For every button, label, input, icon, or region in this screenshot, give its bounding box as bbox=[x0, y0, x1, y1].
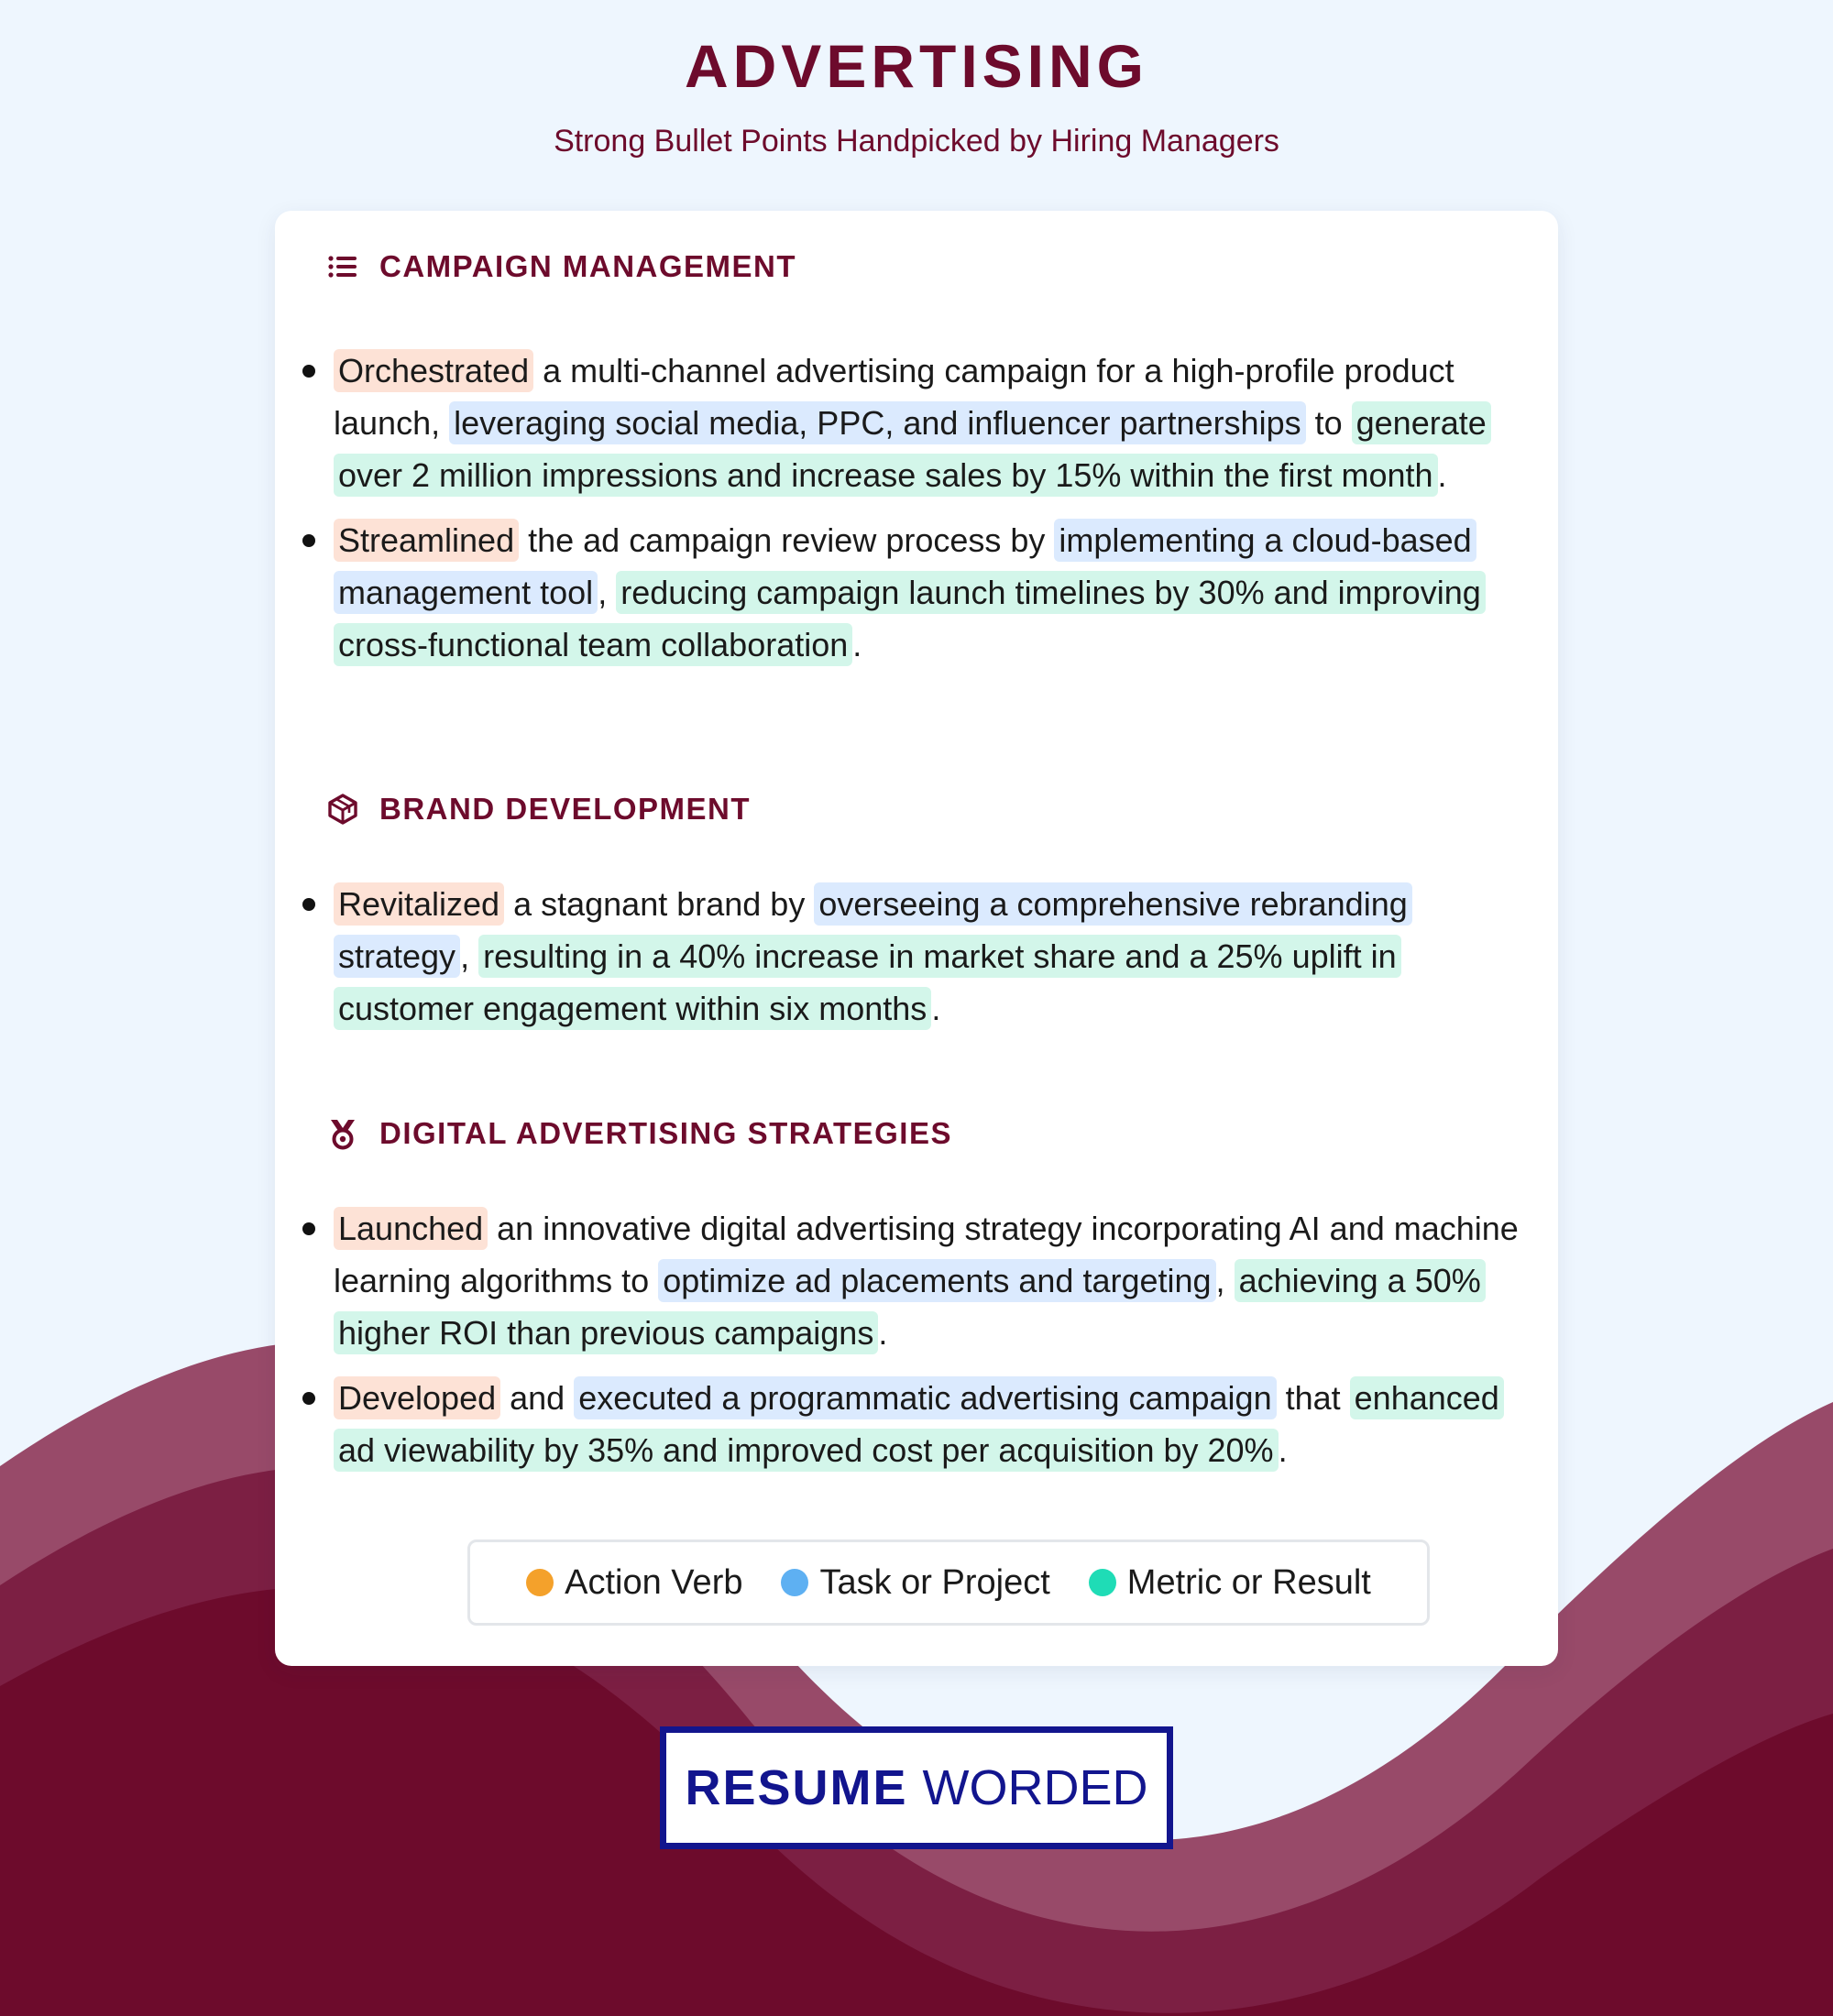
action-verb-highlight: Revitalized bbox=[334, 882, 504, 926]
bullet-item bbox=[275, 514, 1558, 671]
task-highlight: implementing a cloud-based management tool bbox=[334, 519, 1476, 614]
bullet-text: . bbox=[852, 626, 862, 663]
bullet-dot bbox=[302, 534, 315, 547]
metric-highlight: reducing campaign launch timelines by 30% and improving cross-functional team collaboration bbox=[334, 571, 1486, 666]
page-title: ADVERTISING bbox=[684, 32, 1149, 100]
task-highlight: executed a programmatic advertising campaign bbox=[574, 1376, 1276, 1419]
list-icon bbox=[326, 250, 359, 283]
page-header bbox=[0, 29, 1833, 159]
bullet-item bbox=[275, 1372, 1558, 1476]
resume-worded-logo bbox=[660, 1726, 1173, 1849]
bullet-text: and bbox=[500, 1379, 575, 1417]
bullet-dot bbox=[302, 365, 315, 378]
bullet-list bbox=[275, 878, 1558, 1047]
bullet-text: , bbox=[460, 937, 479, 975]
section-heading bbox=[326, 1111, 952, 1156]
section-heading bbox=[326, 244, 796, 290]
logo-strong-text: RESUME bbox=[685, 1760, 908, 1815]
bullet-points-card bbox=[275, 211, 1558, 1666]
bullet-item bbox=[275, 345, 1558, 501]
page-subtitle: Strong Bullet Points Handpicked by Hiring Managers bbox=[554, 124, 1279, 159]
bullet-text: an innovative digital advertising strategy incorporating AI and machine learning algorithms to bbox=[334, 1210, 1519, 1299]
legend-item-action-verb bbox=[526, 1563, 742, 1603]
bullet-text: . bbox=[931, 990, 941, 1027]
task-highlight: optimize ad placements and targeting bbox=[658, 1259, 1215, 1302]
task-highlight: overseeing a comprehensive rebranding strategy bbox=[334, 882, 1412, 978]
bullet-list bbox=[275, 345, 1558, 684]
section-title: BRAND DEVELOPMENT bbox=[379, 792, 752, 826]
legend-dot bbox=[781, 1569, 808, 1596]
legend-item-task-or-project bbox=[781, 1563, 1049, 1603]
metric-highlight: achieving a 50% higher ROI than previous campaigns bbox=[334, 1259, 1486, 1354]
action-verb-highlight: Streamlined bbox=[334, 519, 519, 562]
bullet-text: the ad campaign review process by bbox=[519, 521, 1055, 559]
bullet-dot bbox=[302, 898, 315, 911]
bullet-text: . bbox=[878, 1314, 888, 1352]
section-title: CAMPAIGN MANAGEMENT bbox=[379, 249, 797, 283]
action-verb-highlight: Orchestrated bbox=[334, 349, 533, 392]
legend-label: Metric or Result bbox=[1126, 1562, 1371, 1602]
legend-label: Task or Project bbox=[819, 1562, 1050, 1602]
legend-item-metric-or-result bbox=[1089, 1563, 1371, 1603]
bullet-text: , bbox=[598, 574, 617, 611]
bullet-item bbox=[275, 1202, 1558, 1359]
legend-dot bbox=[1089, 1569, 1116, 1596]
metric-highlight: enhanced ad viewability by 35% and improved cost per acquisition by 20% bbox=[334, 1376, 1504, 1472]
bullet-dot bbox=[302, 1392, 315, 1405]
bullet-text: . bbox=[1278, 1431, 1288, 1469]
action-verb-highlight: Developed bbox=[334, 1376, 500, 1419]
section-heading bbox=[326, 786, 751, 832]
metric-highlight: generate over 2 million impressions and increase sales by 15% within the first month bbox=[334, 401, 1491, 497]
action-verb-highlight: Launched bbox=[334, 1207, 488, 1250]
metric-highlight: resulting in a 40% increase in market share and a 25% uplift in customer engagement within six months bbox=[334, 935, 1401, 1030]
legend-dot bbox=[526, 1569, 554, 1596]
bullet-dot bbox=[302, 1222, 315, 1235]
bullet-item bbox=[275, 878, 1558, 1035]
legend-label: Action Verb bbox=[565, 1562, 743, 1602]
section-title: DIGITAL ADVERTISING STRATEGIES bbox=[379, 1116, 952, 1150]
bullet-text: to bbox=[1305, 404, 1352, 442]
bullet-list bbox=[275, 1202, 1558, 1489]
bullet-text: . bbox=[1437, 456, 1447, 494]
highlight-legend bbox=[467, 1539, 1430, 1626]
bullet-text: , bbox=[1215, 1262, 1235, 1299]
bullet-text: a stagnant brand by bbox=[504, 885, 815, 923]
task-highlight: leveraging social media, PPC, and influencer partnerships bbox=[449, 401, 1306, 444]
bullet-text: a multi-channel advertising campaign for a high-profile product launch, bbox=[334, 352, 1454, 442]
bullet-text: that bbox=[1276, 1379, 1350, 1417]
medal-icon bbox=[326, 1117, 359, 1150]
cube-icon bbox=[326, 793, 359, 826]
logo-light-text: WORDED bbox=[922, 1760, 1148, 1815]
